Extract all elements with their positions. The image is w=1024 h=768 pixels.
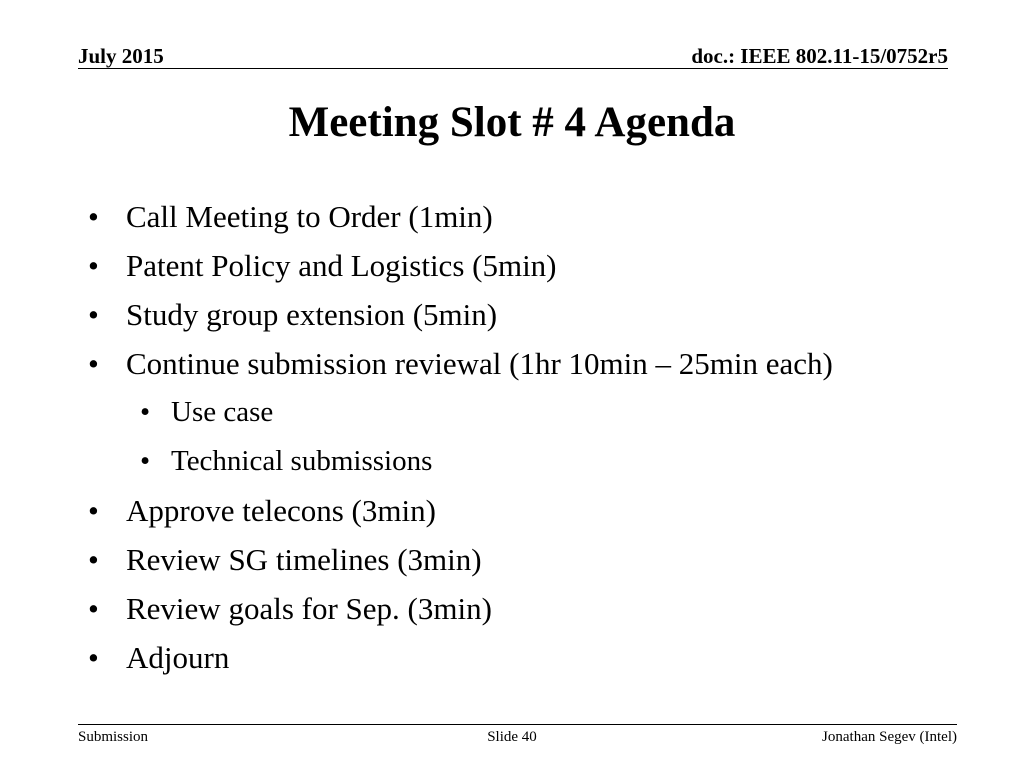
bullet-icon: • — [88, 542, 99, 577]
bullet-icon: • — [140, 396, 151, 428]
agenda-subitem-text: Technical submissions — [171, 445, 433, 477]
agenda-list — [86, 192, 833, 682]
bullet-icon: • — [88, 591, 99, 626]
footer-submission: Submission — [78, 729, 149, 745]
agenda-item — [86, 192, 833, 241]
agenda-item-text: Approve telecons (3min) — [126, 493, 436, 528]
agenda-item-text: Study group extension (5min) — [126, 297, 498, 332]
footer-divider — [78, 724, 957, 725]
agenda-item-text: Review goals for Sep. (3min) — [126, 591, 492, 626]
agenda-item — [86, 241, 833, 290]
agenda-item — [86, 339, 833, 388]
agenda-item-text: Review SG timelines (3min) — [126, 542, 482, 577]
agenda-item — [86, 584, 833, 633]
bullet-icon: • — [88, 346, 99, 381]
footer-slide-number: Slide 40 — [487, 729, 537, 745]
agenda-item — [86, 486, 833, 535]
footer-author: Jonathan Segev (Intel) — [822, 729, 957, 745]
header-divider — [78, 68, 948, 69]
bullet-icon: • — [140, 445, 151, 477]
agenda-item-text: Adjourn — [126, 640, 230, 675]
header-date: July 2015 — [78, 44, 164, 68]
slide-title: Meeting Slot # 4 Agenda — [288, 99, 736, 146]
bullet-icon: • — [88, 493, 99, 528]
agenda-subitem — [86, 388, 833, 437]
bullet-icon: • — [88, 248, 99, 283]
agenda-item — [86, 290, 833, 339]
bullet-icon: • — [88, 640, 99, 675]
agenda-item-text: Continue submission reviewal (1hr 10min – 25min each) — [126, 346, 833, 381]
header-doc-id: doc.: IEEE 802.11-15/0752r5 — [691, 44, 948, 68]
bullet-icon: • — [88, 199, 99, 234]
agenda-subitem-text: Use case — [171, 396, 274, 428]
agenda-item — [86, 633, 833, 682]
agenda-item — [86, 535, 833, 584]
bullet-icon: • — [88, 297, 99, 332]
agenda-subitem — [86, 437, 833, 486]
agenda-item-text: Call Meeting to Order (1min) — [126, 199, 493, 234]
agenda-item-text: Patent Policy and Logistics (5min) — [126, 248, 557, 283]
